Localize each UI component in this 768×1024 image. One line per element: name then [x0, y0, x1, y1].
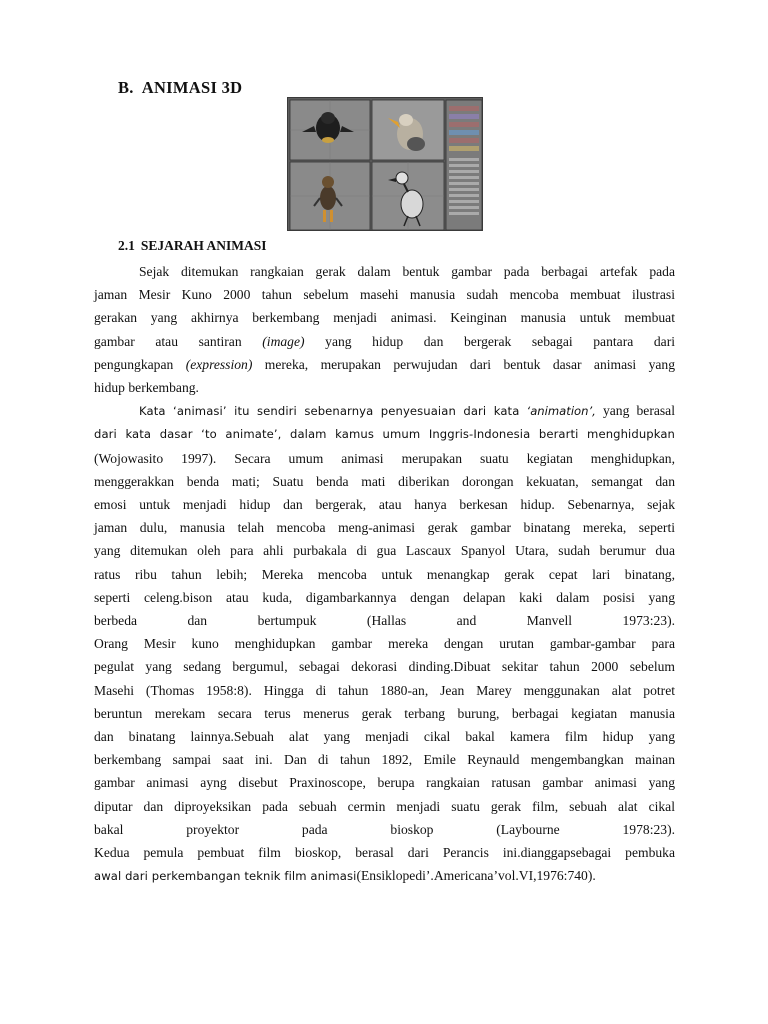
text-line: Sejak ditemukan rangkaian gerak dalam bentuk gambar pada berbagai artefak pada	[139, 264, 675, 279]
subsection-number: 2.1	[118, 238, 135, 253]
text-line: Orang Mesir kuno menghidupkan gambar mereka dengan urutan gambar-gambar para	[94, 636, 675, 652]
term-animation: ‘animation’,	[526, 404, 596, 419]
text-line: menggerakkan benda mati; Suatu benda mati diberikan dorongan kekuatan, semangat dan	[94, 473, 675, 489]
3d-viewport-illustration	[288, 98, 483, 231]
3d-software-screenshot	[287, 97, 483, 231]
paragraph-2	[94, 399, 675, 888]
text-line: beruntun merekam secara terus menerus gerak terbang burung, berbagai kegiatan manusia	[94, 705, 675, 721]
text-line: gambar atau santiran (image) yang hidup dan bergerak sebagai pantara dari	[94, 333, 675, 349]
term-image: (image)	[262, 333, 305, 349]
text-line: berkembang sampai saat ini. Dan di tahun 1892, Emile Reynauld mengembangkan mainan	[94, 752, 675, 768]
body-text	[94, 260, 675, 888]
text-line: jaman Mesir Kuno 2000 tahun sebelum masehi manusia sudah mencoba membuat ilustrasi	[94, 287, 675, 303]
text-line: Kata ‘animasi’ itu sendiri sebenarnya penyesuaian dari kata ‘animation’, yang berasal	[139, 403, 675, 419]
text-line: jaman dulu, manusia telah mencoba meng-animasi gerak gambar binatang mereka, seperti	[94, 520, 675, 536]
section-number: B.	[118, 78, 134, 97]
text-line: Kedua pemula pembuat film bioskop, berasal dari Perancis ini.dianggapsebagai pembuka	[94, 845, 675, 861]
text-line: ratus ribu tahun lebih; Mereka mencoba untuk menangkap gerak cepat lari binatang,	[94, 566, 675, 582]
text-line: pegulat yang sedang bergumul, sebagai dekorasi dinding.Dibuat sekitar tahun 2000 sebelum	[94, 659, 675, 675]
text-line: berbeda dan bertumpuk (Hallas and Manvell 1973:23).	[94, 613, 675, 629]
text-line: Masehi (Thomas 1958:8). Hingga di tahun 1880-an, Jean Marey menggunakan alat potret	[94, 682, 675, 698]
text-line: gambar animasi ayng disebut Praxinoscope, berupa rangkaian ratusan gambar animasi yang	[94, 775, 675, 791]
term-expression: (expression)	[185, 356, 253, 372]
paragraph-1	[94, 260, 675, 399]
text-line: pengungkapan (expression) mereka, merupakan perwujudan dari bentuk dasar animasi yang	[94, 356, 676, 372]
section-heading	[118, 78, 242, 98]
text-line: hidup berkembang.	[94, 380, 199, 396]
text-line: yang ditemukan oleh para ahli purbakala di gua Lascaux Spanyol Utara, sudah berumur dua	[94, 543, 675, 559]
text-line: diputar dan diproyeksikan pada sebuah cermin menjadi suatu gerak film, sebuah alat cikal	[94, 798, 675, 814]
subsection-title-text: SEJARAH ANIMASI	[140, 238, 267, 253]
text-line: (Wojowasito 1997). Secara umum animasi merupakan suatu kegiatan menghidupkan,	[94, 450, 675, 466]
text-line: dari kata dasar ‘to animate’, dalam kamus umum Inggris-Indonesia berarti menghidupkan	[94, 427, 675, 442]
text-line: emosi untuk menjadi hidup dan bergerak, atau hanya berkesan hidup. Sebenarnya, sejak	[94, 497, 675, 513]
citation: (Ensiklopedi’.Americana’vol.VI,1976:740).	[356, 868, 596, 884]
text-line: dan binatang lainnya.Sebuah alat yang menjadi cikal bakal kamera film hidup yang	[94, 729, 675, 745]
text-line: bakal proyektor pada bioskop (Laybourne 1978:23).	[94, 821, 675, 837]
section-title-text: ANIMASI 3D	[141, 78, 243, 97]
subsection-heading	[118, 238, 267, 254]
text-line: seperti celeng.bison atau kuda, digambarkannya dengan delapan kaki dalam posisi yang	[94, 589, 675, 605]
text-line: gerakan yang akhirnya berkembang menjadi animasi. Keinginan manusia untuk membuat	[94, 310, 675, 326]
text-line: awal dari perkembangan teknik film animasi(Ensiklopedi’.Americana’vol.VI,1976:740).	[94, 868, 596, 884]
